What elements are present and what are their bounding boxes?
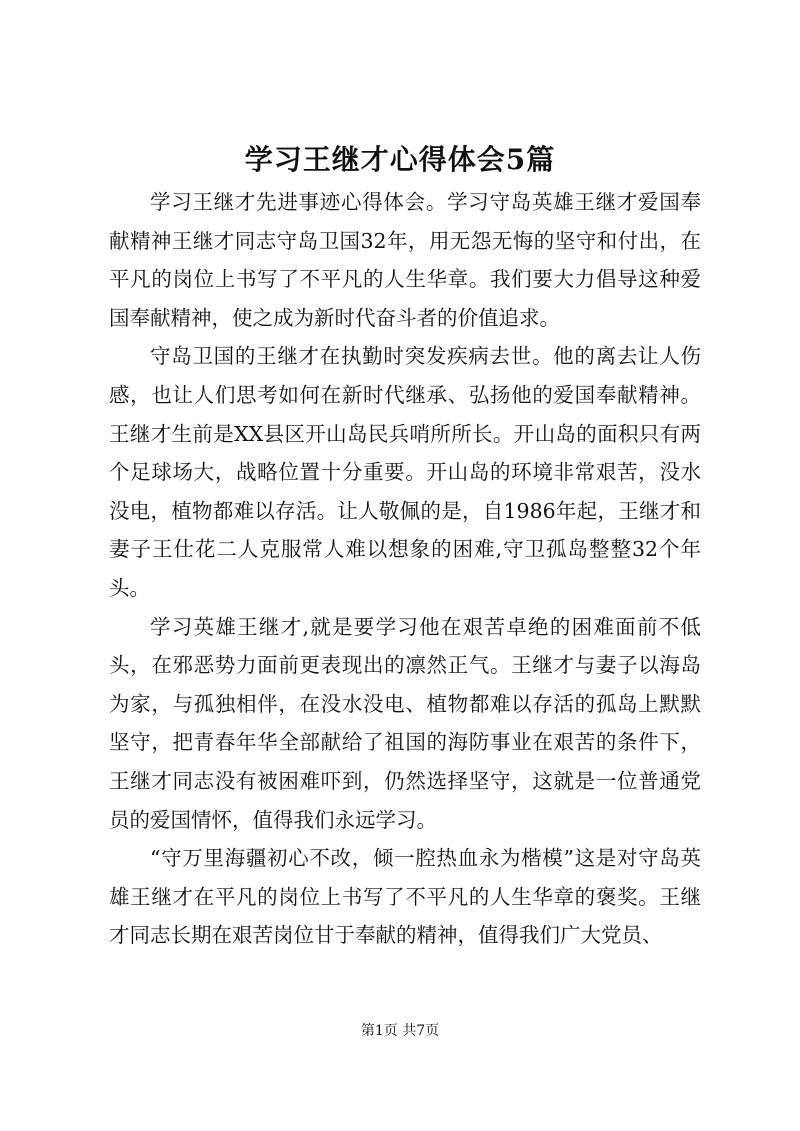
paragraph-3: 学习英雄王继才,就是要学习他在艰苦卓绝的困难面前不低头，在邪恶势力面前更表现出的凛然正气。王继才与妻子以海岛为家，与孤独相伴，在没水没电、植物都难以存活的孤岛上默默坚守，把青春年华全部献给了祖国的海防事业在艰苦的条件下，王继才同志没有被困难吓到，仍然选择坚守，这就是一位普通党员的爱国情怀，值得我们永远学习。: [109, 614, 701, 832]
paragraph-4: “守万里海疆初心不改，倾一腔热血永为楷模”这是对守岛英雄王继才在平凡的岗位上书写了不平凡的人生华章的褒奖。王继才同志长期在艰苦岗位甘于奉献的精神，值得我们广大党员、: [109, 846, 701, 948]
page-footer: 第1页 共7页: [360, 1023, 440, 1039]
paragraph-1: 学习王继才先进事迹心得体会。学习守岛英雄王继才爱国奉献精神王继才同志守岛卫国32年，用无怨无悔的坚守和付出，在平凡的岗位上书写了不平凡的人生华章。我们要大力倡导这种爱国奉献精神，使之成为新时代奋斗者的价值追求。: [109, 190, 701, 330]
document-body: [109, 183, 701, 955]
document-title: 学习王继才心得体会5篇: [244, 143, 556, 176]
paragraph-2: 守岛卫国的王继才在执勤时突发疾病去世。他的离去让人伤感，也让人们思考如何在新时代继承、弘扬他的爱国奉献精神。王继才生前是XX县区开山岛民兵哨所所长。开山岛的面积只有两个足球场大，战略位置十分重要。开山岛的环境非常艰苦，没水没电，植物都难以存活。让人敬佩的是，自1986年起，王继才和妻子王仕花二人克服常人难以想象的困难,守卫孤岛整整32个年头。: [109, 344, 701, 600]
